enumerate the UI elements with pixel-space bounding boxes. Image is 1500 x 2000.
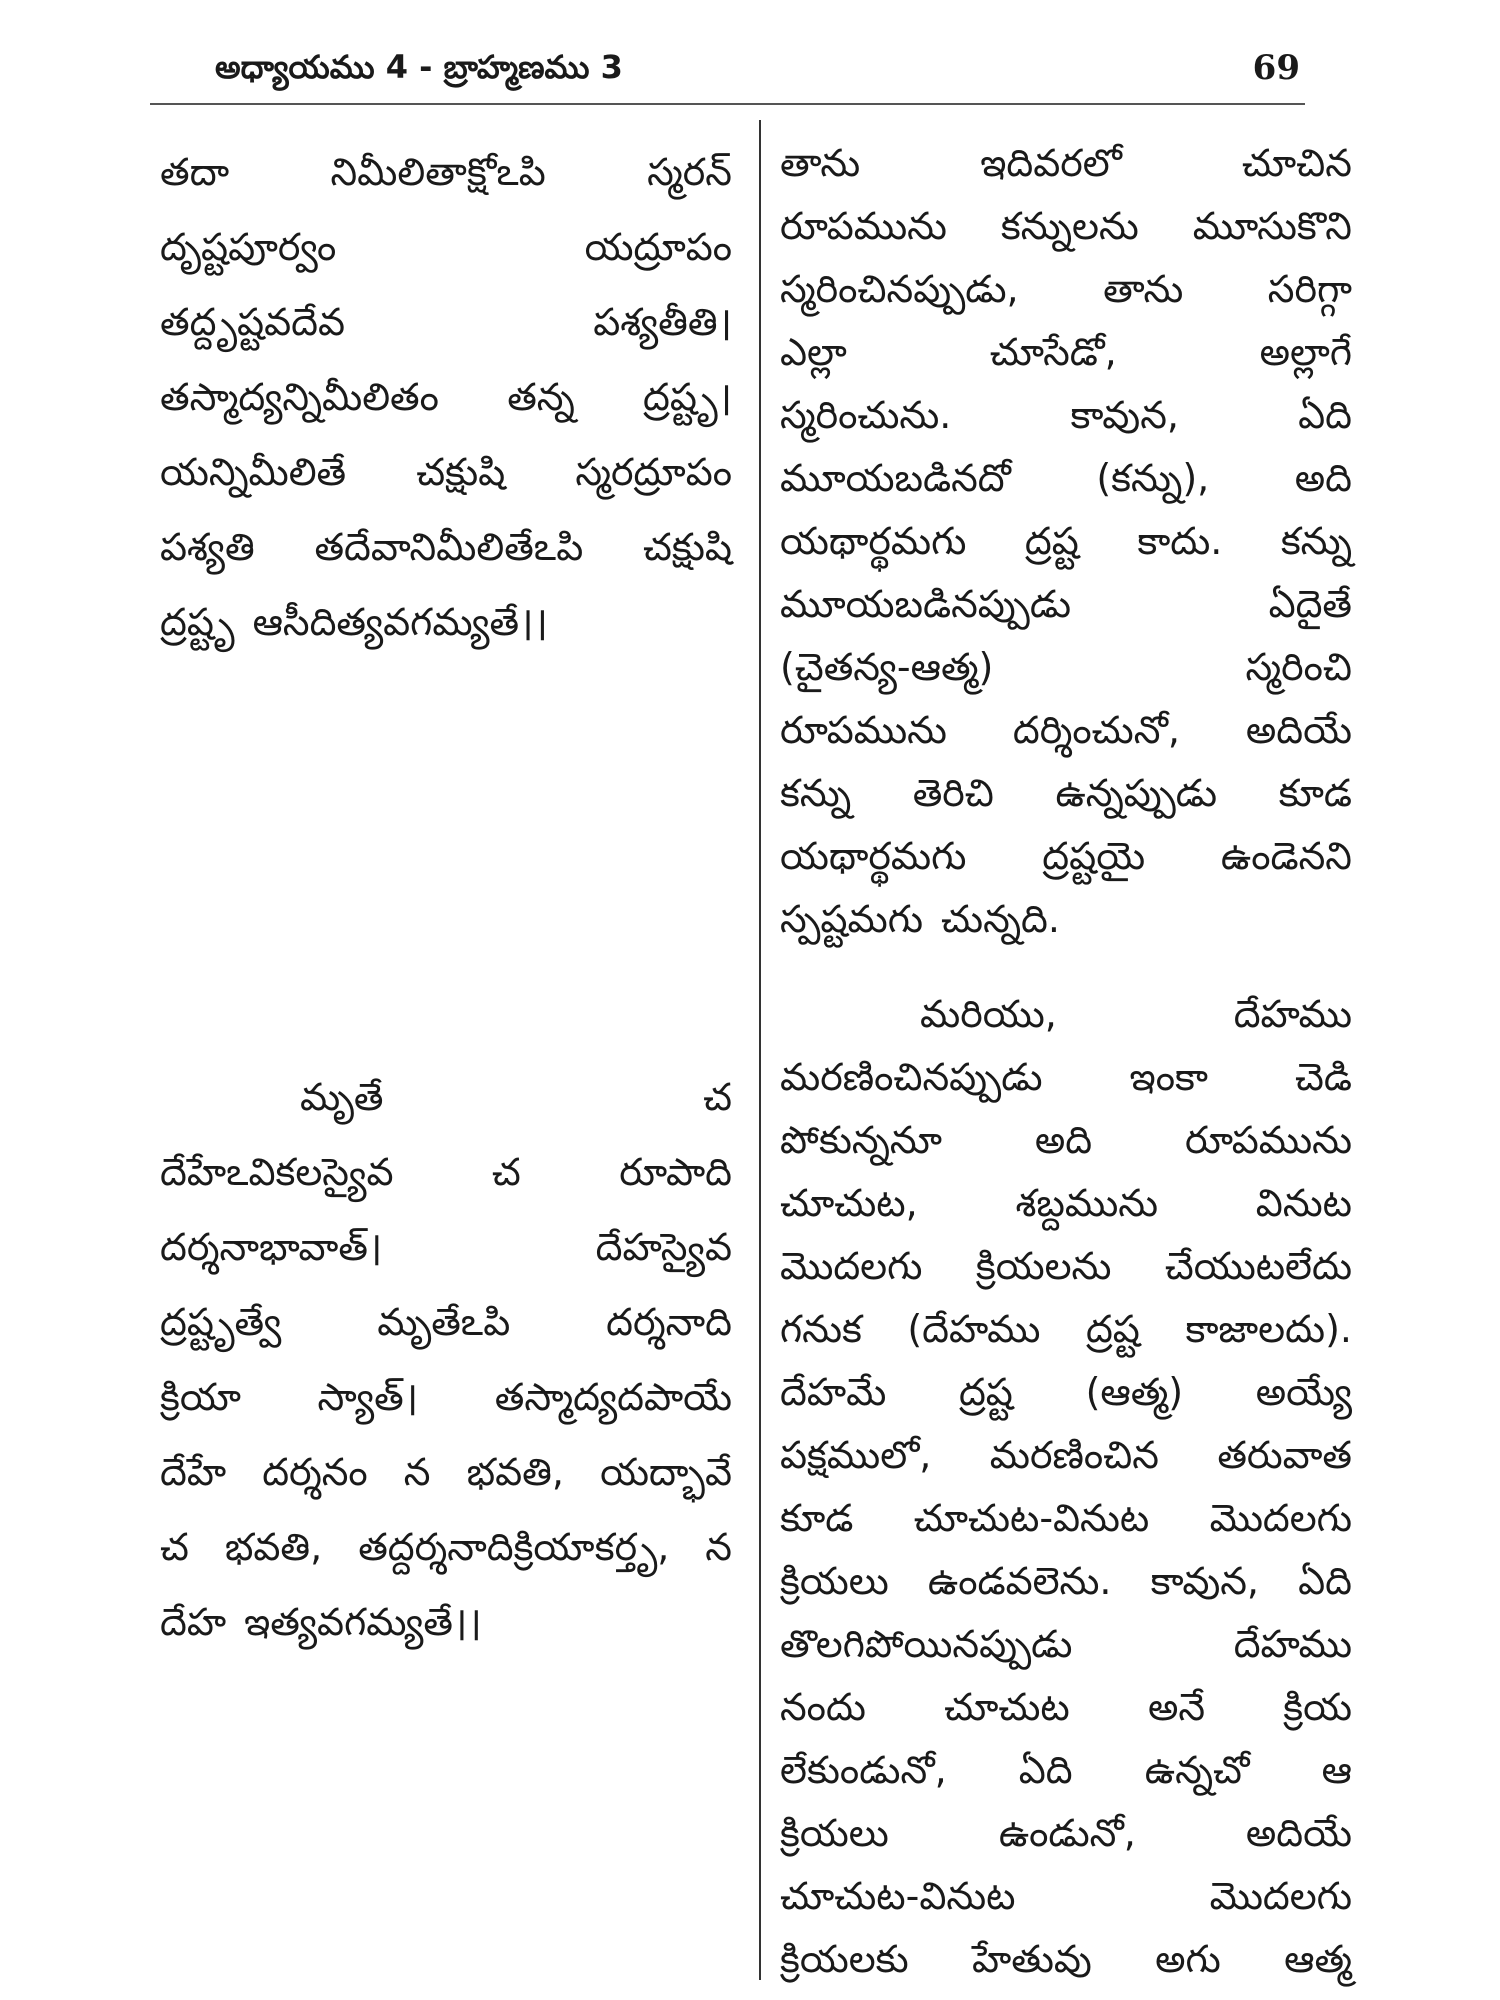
text-word: దేహమే [780, 1370, 887, 1414]
text-word: రూపమును [780, 708, 947, 752]
text-word: దర్శనాది [606, 1300, 732, 1344]
text-line [160, 1210, 732, 1285]
text-word: మృతేఽపి [377, 1300, 511, 1344]
text-word: లేకుండునో, [780, 1748, 947, 1792]
text-word: పశ్యతి [160, 525, 255, 569]
text-word: పోకున్ననూ [780, 1118, 942, 1162]
text-line [780, 983, 1352, 1046]
text-word: చున్నది. [941, 897, 1060, 941]
text-word: స్పష్టమగు [780, 897, 924, 941]
text-word: యద్భావే [600, 1450, 732, 1494]
text-word: ద్రష్ట [1085, 1307, 1140, 1351]
text-word: అల్లాగే [1259, 330, 1352, 374]
text-word: రూపమును [780, 204, 947, 248]
text-word: తద్దృష్టవదేవ [160, 300, 345, 344]
text-word: మొదలగు [780, 1244, 923, 1288]
header-rule [150, 103, 1305, 105]
text-line [780, 1802, 1352, 1865]
text-line [780, 384, 1352, 447]
running-title: అధ్యాయము 4 - బ్రాహ్మణము 3 [215, 48, 623, 86]
text-word: తదేవానిమీలితేఽపి [314, 525, 584, 569]
text-word: క్రియలకు [780, 1937, 909, 1981]
text-line [780, 447, 1352, 510]
text-word: కన్ను [1280, 519, 1352, 563]
text-word: తస్మాద్యన్నిమీలితం [160, 375, 439, 419]
text-line [780, 1928, 1352, 1991]
text-line [780, 762, 1352, 825]
page-header [215, 48, 1300, 100]
text-word: ఏది [1018, 1748, 1073, 1792]
text-line [780, 1046, 1352, 1109]
text-word: ద్రష్టయై [1042, 834, 1146, 878]
text-word: చేయుటలేదు [1164, 1244, 1352, 1288]
text-word: కావున, [1150, 1559, 1260, 1603]
text-word: (దేహము [907, 1307, 1041, 1351]
text-word: ఏదైతే [1268, 582, 1352, 626]
text-word: ఆ [1321, 1748, 1352, 1792]
text-word: ఇత్యవగమ్యతే।। [244, 1600, 482, 1644]
column-divider [759, 120, 761, 1980]
text-line [780, 258, 1352, 321]
page-number: 69 [1252, 48, 1300, 88]
text-word: దర్శించునో, [1012, 708, 1180, 752]
text-word: తెరిచి [912, 771, 994, 815]
text-word: దేహేఽవికలస్యైవ [160, 1150, 394, 1194]
text-word: మొదలగు [1209, 1874, 1352, 1918]
text-word: దేహ [160, 1600, 227, 1644]
text-word: యద్రూపం [584, 225, 732, 269]
text-word: కూడ [780, 1496, 854, 1540]
text-word: ఎల్లా [780, 330, 847, 374]
text-word: అనే [1147, 1685, 1206, 1729]
text-word: చూచిన [1241, 141, 1352, 185]
text-line [780, 1172, 1352, 1235]
text-word: యథార్థమగు [780, 834, 967, 878]
text-line [160, 1135, 732, 1210]
text-word: ఇంకా [1129, 1055, 1208, 1099]
text-word: (చైతన్య-ఆత్మ) [780, 645, 994, 689]
text-word: తొలగిపోయినప్పుడు [780, 1622, 1073, 1666]
text-word: దేహము [1233, 1622, 1352, 1666]
text-word: ఉండునో, [998, 1811, 1136, 1855]
text-line [160, 435, 732, 510]
text-word: న [403, 1450, 431, 1494]
text-word: మూయబడినప్పుడు [780, 582, 1072, 626]
text-word: తన్న [507, 375, 575, 419]
text-word: ద్రష్ట [1024, 519, 1079, 563]
text-word: ఉండెనని [1220, 834, 1352, 878]
text-word: మరణించినప్పుడు [780, 1055, 1043, 1099]
text-word: మరణించిన [989, 1433, 1159, 1477]
text-line [160, 360, 732, 435]
text-word: చ [491, 1150, 521, 1194]
text-word: నందు [780, 1685, 866, 1729]
text-line [780, 1298, 1352, 1361]
text-word: చక్షుషి [416, 450, 506, 494]
text-line [160, 1060, 732, 1135]
text-word: ఇదివరలో [980, 141, 1122, 185]
text-word: సరిగ్గా [1267, 267, 1352, 311]
text-word: హేతువు [971, 1937, 1092, 1981]
text-line [780, 636, 1352, 699]
text-word: కన్ను [780, 771, 852, 815]
text-word: పశ్యతీతి। [593, 300, 732, 344]
text-word: క్రియలు [780, 1811, 889, 1855]
text-word: తస్మాద్యదపాయే [494, 1375, 732, 1419]
text-word: చెడి [1294, 1055, 1352, 1099]
text-line [160, 1510, 732, 1585]
text-word: వినుట [1255, 1181, 1352, 1225]
text-word: స్మరద్రూపం [575, 450, 732, 494]
text-line [160, 1360, 732, 1435]
text-word: ద్రష్టృ। [643, 375, 732, 419]
text-word: స్మరించినప్పుడు, [780, 267, 1019, 311]
text-word: స్మరన్ [647, 150, 732, 194]
text-word: చూసేడో, [989, 330, 1117, 374]
text-word: ద్రష్టృత్వే [160, 1300, 282, 1344]
text-word: (ఆత్మ) [1085, 1370, 1184, 1414]
text-word: రూపమును [1185, 1118, 1352, 1162]
text-word: స్మరించి [1245, 645, 1352, 689]
text-word: నిమీలితాక్షోఽపి [330, 150, 546, 194]
text-word: తాను [780, 141, 861, 185]
text-word: క్రియలు [780, 1559, 889, 1603]
text-word: ద్రష్ట [958, 1370, 1013, 1414]
text-word: చూచుట, [780, 1181, 918, 1225]
text-word: చూచుట-వినుట [913, 1496, 1150, 1540]
text-line [160, 585, 732, 660]
text-line [780, 699, 1352, 762]
text-word: భవతి, [466, 1450, 564, 1494]
text-word: అదియే [1245, 1811, 1352, 1855]
text-word: మరియు, [920, 992, 1057, 1036]
text-line [780, 132, 1352, 195]
text-word: క్రియలను [975, 1244, 1112, 1288]
text-word: అయ్యే [1255, 1370, 1352, 1414]
text-word: తదా [160, 150, 230, 194]
text-line [780, 1487, 1352, 1550]
text-word: తద్దర్శనాదిక్రియాకర్తృ, [358, 1525, 670, 1569]
text-word: కన్నులను [1000, 204, 1139, 248]
text-word: క్రియ [1283, 1685, 1352, 1729]
text-word: స్యాత్। [317, 1375, 419, 1419]
text-word: దేహము [1233, 992, 1352, 1036]
text-word: కాదు. [1137, 519, 1223, 563]
text-line [780, 321, 1352, 384]
text-word: ఆత్మ [1284, 1937, 1352, 1981]
text-word: మూసుకొని [1192, 204, 1352, 248]
text-word: ఉండవలెను. [927, 1559, 1112, 1603]
telugu-paragraph-2 [780, 983, 1352, 1991]
text-word: ఉన్నచో [1144, 1748, 1250, 1792]
text-word: యన్నిమీలితే [160, 450, 347, 494]
text-word: చూచుట [944, 1685, 1070, 1729]
text-word: అగు [1155, 1937, 1221, 1981]
text-line [160, 285, 732, 360]
text-word: చ [160, 1525, 189, 1569]
text-line [780, 195, 1352, 258]
text-word: గనుక [780, 1307, 862, 1351]
text-line [780, 1739, 1352, 1802]
text-word: ద్రష్టృ [160, 600, 235, 644]
text-word: న [705, 1525, 732, 1569]
text-word: మృతే [300, 1075, 384, 1119]
text-word: కావున, [1070, 393, 1179, 437]
text-word: కాజాలదు). [1185, 1307, 1352, 1351]
text-word: అదియే [1245, 708, 1352, 752]
text-word: ఏది [1298, 393, 1352, 437]
text-word: దృష్టపూర్వం [160, 225, 337, 269]
sanskrit-paragraph-2 [160, 1060, 732, 1660]
text-line [780, 1109, 1352, 1172]
text-line [780, 1676, 1352, 1739]
text-line [780, 1361, 1352, 1424]
text-word: దేహస్యైవ [595, 1225, 732, 1269]
text-word: దేహే [160, 1450, 227, 1494]
text-word: క్రియా [160, 1375, 241, 1419]
text-word: మొదలగు [1209, 1496, 1352, 1540]
text-line [780, 1865, 1352, 1928]
text-line [780, 1613, 1352, 1676]
text-word: చూచుట-వినుట [780, 1874, 1016, 1918]
text-word: తాను [1103, 267, 1184, 311]
text-word: దర్శనం [262, 1450, 368, 1494]
text-word: అది [1034, 1118, 1093, 1162]
text-line [160, 1435, 732, 1510]
text-word: (కన్ను), [1096, 456, 1210, 500]
text-word: కూడ [1278, 771, 1352, 815]
text-line [160, 135, 732, 210]
text-line [780, 825, 1352, 888]
text-word: యథార్థమగు [780, 519, 967, 563]
text-word: తరువాత [1217, 1433, 1352, 1477]
sanskrit-paragraph-1 [160, 135, 732, 660]
text-word: భవతి, [224, 1525, 323, 1569]
text-line [780, 573, 1352, 636]
text-line [160, 210, 732, 285]
text-word: రూపాది [619, 1150, 732, 1194]
text-line [780, 1235, 1352, 1298]
text-line [780, 1550, 1352, 1613]
text-word: ఆసీదిత్యవగమ్యతే।। [252, 600, 548, 644]
text-line [160, 1585, 732, 1660]
text-line [780, 888, 1352, 951]
telugu-paragraph-1 [780, 132, 1352, 951]
text-word: అది [1294, 456, 1352, 500]
text-line [160, 510, 732, 585]
text-word: పక్షములో, [780, 1433, 932, 1477]
text-word: చక్షుషి [643, 525, 732, 569]
text-word: స్మరించును. [780, 393, 952, 437]
text-word: చ [703, 1075, 732, 1119]
text-word: ఉన్నప్పుడు [1055, 771, 1218, 815]
text-line [160, 1285, 732, 1360]
text-word: శబ్దమును [1015, 1181, 1159, 1225]
text-line [780, 510, 1352, 573]
text-line [780, 1424, 1352, 1487]
text-word: దర్శనాభావాత్। [160, 1225, 383, 1269]
text-word: ఏది [1298, 1559, 1352, 1603]
text-word: మూయబడినదో [780, 456, 1011, 500]
